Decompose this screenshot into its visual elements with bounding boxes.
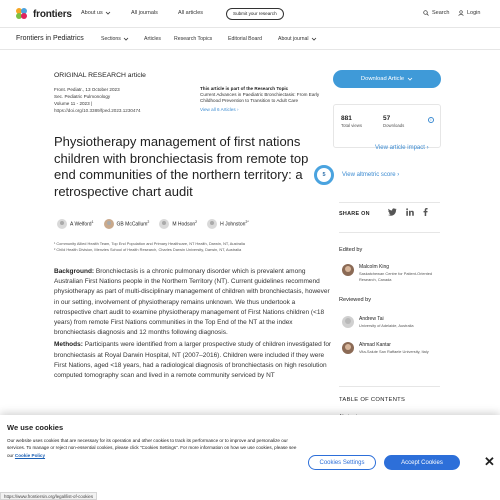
affiliation-item: ² Child Health Division, Menzies School of Health Research, Charles Darwin University, Darwin, NT, Australia (54, 247, 242, 252)
downloads-number: 57 (383, 115, 391, 122)
reviewed-by-heading: Reviewed by (339, 297, 372, 303)
view-all-articles-link[interactable] (200, 107, 330, 113)
affiliations (54, 241, 334, 253)
divider (339, 232, 440, 233)
research-topic-name[interactable]: Current Advances in Paediatric Bronchiectasis: From Early Childhood Prevention to Transition to Adult Care (200, 92, 320, 103)
methods-text: Participants were identified from a larger prospective study of children investigated for bronchiectasis at Royal Darwin Hospital, NT (2007–2016). Children were included if they were First Nations, aged <18 years, had a radiological diagnosis of bronchiectasis on high resolution computed tomography scan and lived in a remote community serviced by NT (54, 341, 332, 380)
journal-nav-about[interactable] (278, 36, 317, 42)
reviewer-institution: Vita-Salute San Raffaele University, Italy (359, 349, 429, 354)
journal-nav-editorial-board[interactable] (228, 36, 262, 42)
journal-nav-sections-label: Sections (101, 36, 121, 42)
status-bar-url: https://www.frontiersin.org/legal/list-of-cookies (0, 492, 97, 500)
avatar (159, 219, 169, 229)
search-label: Search (432, 10, 450, 16)
avatar (342, 264, 354, 276)
abstract (54, 267, 334, 383)
journal-nav-about-label: About journal (278, 36, 309, 42)
nav-about-us-label: About us (81, 10, 103, 16)
downloads-stat (383, 115, 404, 128)
affiliation-item: ¹ Community Allied Health Team, Top End Population and Primary Healthcare, NT Health, Darwin, NT, Australia (54, 241, 245, 246)
author-name: A Welford$^1$ (70, 220, 94, 228)
top-bar (0, 0, 500, 28)
author-item[interactable] (159, 219, 197, 229)
editor-item[interactable] (342, 264, 439, 282)
download-article-button[interactable] (333, 70, 441, 88)
altmetric-widget[interactable] (314, 165, 399, 185)
avatar (207, 219, 217, 229)
background-label: Background: (54, 268, 95, 275)
journal-nav-articles[interactable] (144, 36, 161, 42)
info-icon[interactable]: i (428, 117, 434, 123)
author-item[interactable] (207, 219, 249, 229)
research-topic-intro: This article is part of the Research Topic (200, 86, 289, 91)
linkedin-icon[interactable] (406, 208, 414, 216)
toc-heading: TABLE OF CONTENTS (339, 397, 406, 403)
view-altmetric-score-link: View altmetric score › (342, 172, 400, 178)
search-button[interactable] (423, 10, 449, 16)
view-article-impact-label: View article impact (375, 145, 425, 151)
reviewer-name: Andrew Tai (359, 316, 384, 322)
journal-nav-bar (0, 28, 500, 50)
downloads-label: Downloads (383, 123, 405, 128)
reviewer-name: Ahmad Kantar (359, 342, 391, 348)
avatar (57, 219, 67, 229)
journal-nav-articles-label: Articles (144, 36, 162, 42)
author-item[interactable] (104, 219, 150, 229)
user-icon (458, 10, 464, 16)
journal-nav-editorial-board-label: Editorial Board (228, 36, 263, 42)
cookie-policy-link[interactable]: Cookie Policy (14, 452, 46, 458)
chevron-down-icon (105, 11, 111, 15)
chevron-down-icon (311, 37, 317, 41)
frontiers-logo[interactable] (16, 8, 72, 20)
nav-all-articles-label: All articles (178, 10, 204, 16)
accept-cookies-button[interactable]: Accept Cookies (384, 455, 460, 470)
reviewer-institution: University of Adelaide, Australia (359, 323, 414, 328)
view-all-articles-label: View all 6 Articles (200, 107, 236, 112)
avatar (104, 219, 114, 229)
facebook-icon[interactable] (423, 208, 428, 216)
total-views-label: Total views (341, 123, 363, 128)
article-type: ORIGINAL RESEARCH article (54, 72, 146, 79)
author-name: M Hodson$^2$ (172, 220, 198, 228)
divider (339, 386, 440, 387)
chevron-down-icon (123, 37, 129, 41)
abstract-background (54, 267, 334, 338)
section-line: Sec. Pediatric Pulmonology (54, 94, 111, 99)
author-list (57, 219, 249, 229)
nav-about-us[interactable] (81, 10, 111, 16)
journal-nav-research-topics[interactable] (174, 36, 212, 42)
cookies-settings-button[interactable]: Cookies Settings (308, 455, 376, 470)
reviewer-item[interactable] (342, 342, 439, 355)
twitter-icon[interactable] (388, 208, 397, 216)
background-text: Bronchiectasis is a chronic pulmonary disorder which is prevalent among Australian First Nations people in the Northern Territory (NT). Current guidelines recommend physiotherapy as part of multi-disciplinary management of children with bronchiectasis, however in our setting, involvement of physiotherapy remains unknown. We thus undertook a retrospective chart audit to examine physiotherapy management of First Nations children (<18 years) from remote First Nations communities in the Top End of the NT at the index bronchiectasis diagnosis and 12 months following diagnosis. (54, 268, 330, 337)
nav-all-articles[interactable] (178, 10, 203, 16)
doi-link[interactable]: https://doi.org/10.3389/fped.2023.1230474 (54, 108, 141, 113)
journal-title[interactable]: Frontiers in Pediatrics (16, 35, 84, 42)
editor-name: Malcolm King (359, 264, 390, 270)
divider (339, 202, 440, 203)
total-views-stat (341, 115, 362, 128)
article-title: Physiotherapy management of first nations children with bronchiectasis from remote top end communities of the northern territory: a retrospective chart audit (54, 134, 309, 199)
avatar (342, 316, 354, 328)
download-article-label: Download Article (360, 76, 405, 82)
author-name: GB McCallum$^2$ (116, 220, 150, 228)
edited-by-heading: Edited by (339, 247, 363, 253)
logo-text: frontiers (33, 8, 72, 20)
search-icon (423, 10, 429, 16)
volume-line: Volume 11 - 2023 | (54, 101, 93, 106)
author-item[interactable] (57, 219, 94, 229)
article-meta (54, 86, 141, 114)
reviewer-item[interactable] (342, 316, 439, 329)
nav-all-journals[interactable] (131, 10, 158, 16)
close-icon[interactable]: ✕ (484, 454, 495, 469)
author-name: H Johnston$^{2*}$ (220, 220, 249, 228)
view-article-impact-link[interactable] (375, 145, 429, 151)
share-icons (388, 208, 428, 216)
chevron-down-icon (407, 77, 413, 81)
login-label: Login (467, 10, 481, 16)
avatar (342, 342, 354, 354)
cookie-banner (0, 415, 500, 500)
journal-line: Front. Pediatr., 13 October 2023 (54, 87, 120, 92)
research-topic-box (200, 86, 330, 113)
cookie-title: We use cookies (7, 423, 64, 432)
chevron-right-icon: › (426, 145, 429, 151)
article-stats (333, 104, 441, 148)
total-views-number: 881 (341, 115, 352, 122)
login-button[interactable] (458, 10, 480, 16)
share-label: SHARE ON (339, 211, 370, 217)
frontiers-logo-icon (16, 8, 30, 20)
editor-institution: Saskatchewan Centre for Patient-Oriented Research, Canada (359, 271, 433, 282)
methods-label: Methods: (54, 341, 83, 349)
journal-nav-research-topics-label: Research Topics (174, 36, 213, 42)
altmetric-badge-icon: 5 (314, 165, 334, 185)
abstract-methods (54, 340, 334, 381)
cookie-text: Our website uses cookies that are necessary for its operation and other cookies to track its performance or to improve and personalize our services. To manage or reject non-essential cookies, please click "Cookies Settings". For more information on how we use cookies, please see our Cookie Policy (7, 438, 297, 458)
nav-all-journals-label: All journals (131, 10, 158, 16)
submit-research-button[interactable]: Submit your research (226, 8, 284, 20)
journal-nav-sections[interactable] (101, 36, 129, 42)
chevron-right-icon: › (236, 107, 239, 112)
